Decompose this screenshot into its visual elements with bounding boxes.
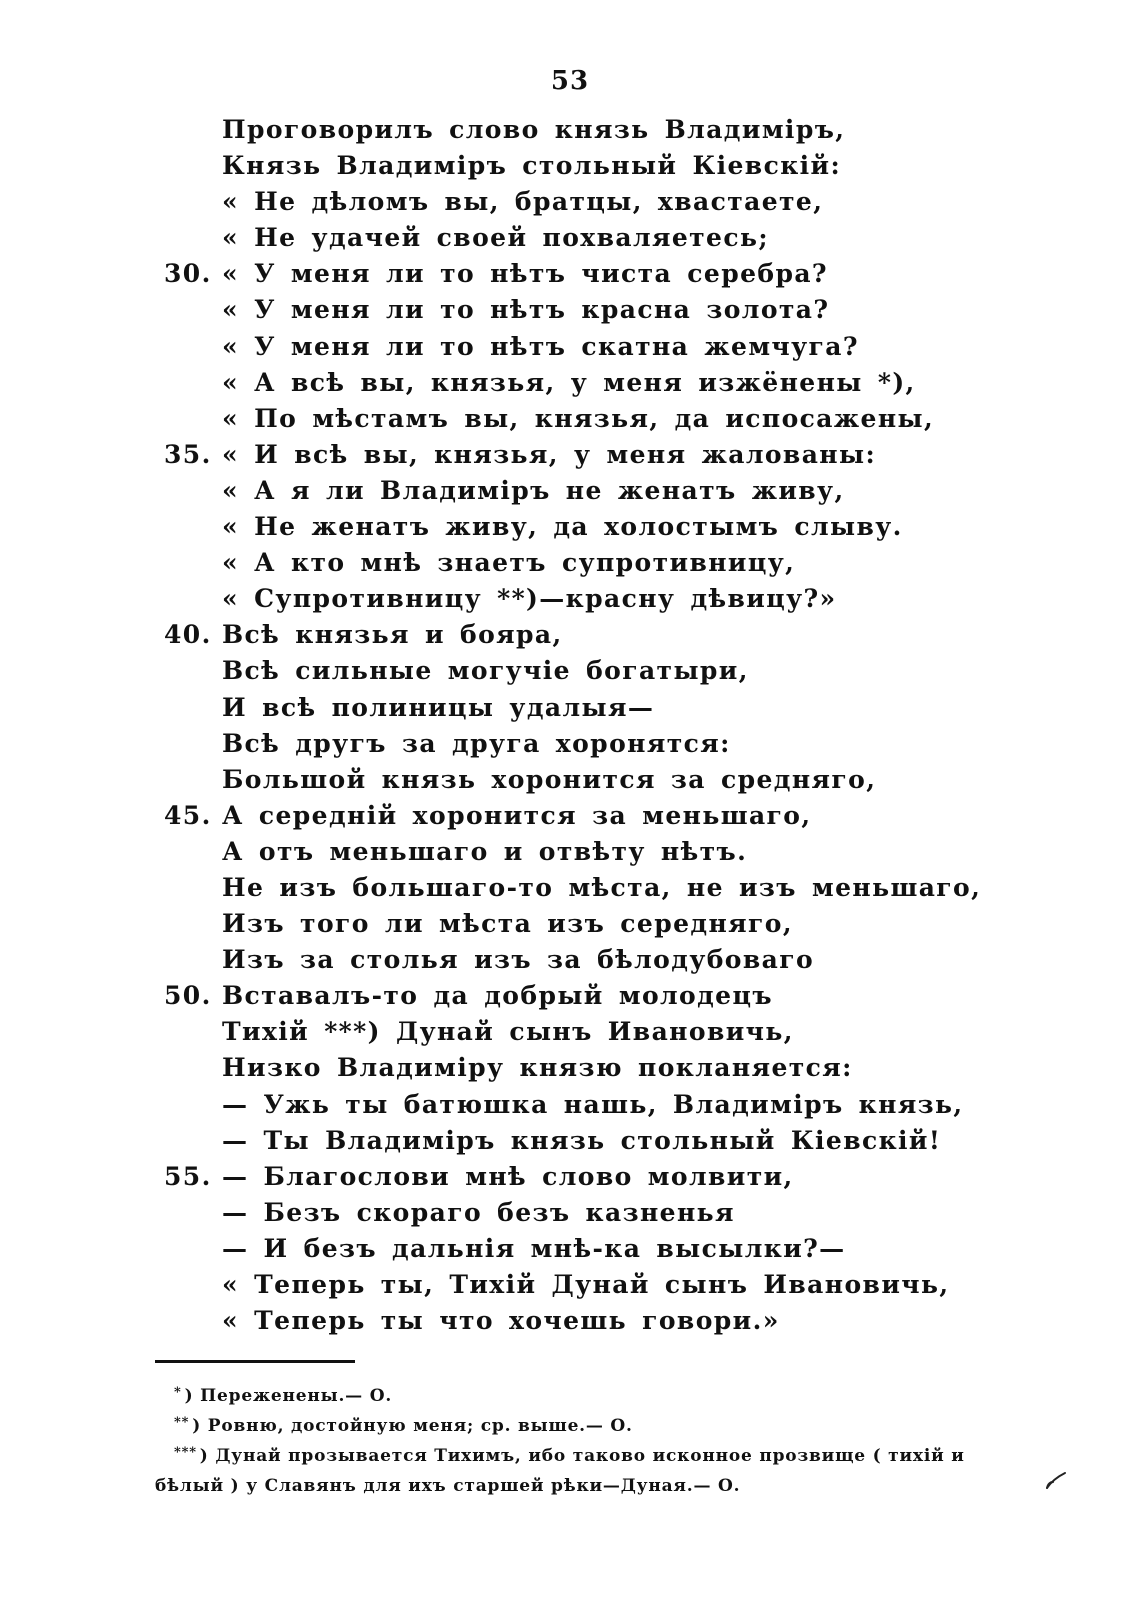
line-text: « По мѣстамъ вы, князья, да испосажены,: [222, 403, 935, 433]
line-text: Тихій ***) Дунай сынъ Ивановичь,: [222, 1017, 794, 1047]
verse-line: [0, 798, 1140, 834]
verse-line: [0, 653, 1140, 689]
footnote-mark: **: [174, 1415, 190, 1430]
footnote: [0, 1408, 1140, 1438]
line-text: Всѣ другъ за друга хоронятся:: [222, 728, 731, 758]
line-text: Низко Владиміру князю покланяется:: [222, 1053, 853, 1083]
line-text: « У меня ли то нѣтъ красна золота?: [222, 295, 830, 325]
footnote-mark: ***: [174, 1445, 197, 1460]
verse-line: [0, 762, 1140, 798]
verse-line: [0, 978, 1140, 1014]
line-text: « У меня ли то нѣтъ скатна жемчуга?: [222, 331, 859, 361]
verse-line: [0, 1231, 1140, 1267]
line-text: « Теперь ты, Тихій Дунай сынъ Ивановичь,: [222, 1270, 950, 1299]
verse-line: [0, 581, 1140, 617]
footnote-text: ) Дунай прозывается Тихимъ, ибо таково исконное прозвище ( тихій и: [199, 1446, 965, 1466]
verse-line: [0, 365, 1140, 401]
footnote-text: ) Ровню, достойную меня; ср. выше.— О.: [192, 1416, 633, 1436]
line-text: Князь Владиміръ стольный Кіевскій:: [222, 151, 842, 181]
verse-line: [0, 1267, 1140, 1303]
line-text: « Не удачей своей похваляетесь;: [222, 223, 769, 253]
verse-line: [0, 473, 1140, 509]
verse-line: [0, 292, 1140, 328]
line-text: Не изъ большаго-то мѣста, не изъ меньшаго,: [222, 872, 982, 902]
line-text: — Ты Владиміръ князь стольный Кіевскій!: [222, 1125, 942, 1155]
footnote-mark: *: [174, 1385, 182, 1400]
line-text: « А я ли Владиміръ не женатъ живу,: [222, 475, 845, 505]
verse-line: [0, 401, 1140, 437]
line-text: Всѣ сильные могучіе богатыри,: [222, 656, 749, 686]
line-text: Изъ того ли мѣста изъ середняго,: [222, 909, 793, 939]
line-text: Проговорилъ слово князь Владиміръ,: [222, 115, 846, 144]
line-text: И всѣ полиницы удалыя—: [222, 692, 655, 722]
verse-line: [0, 1123, 1140, 1159]
footnote-continuation: [0, 1468, 1140, 1498]
line-text: Изъ за столья изъ за бѣлодубоваго: [222, 945, 815, 975]
footnote: [0, 1438, 1140, 1468]
line-number: 40.: [164, 620, 212, 650]
line-number: 50.: [164, 981, 212, 1011]
verse-line: [0, 1159, 1140, 1195]
line-text: А середній хоронится за меньшаго,: [222, 800, 812, 830]
verse-line: [0, 509, 1140, 545]
verse-line: [0, 256, 1140, 292]
line-text: « А кто мнѣ знаетъ супротивницу,: [222, 548, 796, 578]
verse-line: [0, 112, 1140, 148]
line-number: 35.: [164, 439, 212, 469]
verse-line: [0, 906, 1140, 942]
line-number: 45.: [164, 800, 212, 830]
page-number: 53: [550, 66, 590, 96]
line-text: Большой князь хоронится за средняго,: [222, 764, 877, 794]
verse-line: [0, 726, 1140, 762]
verse-line: [0, 148, 1140, 184]
verse-line: [0, 617, 1140, 653]
line-text: « И всѣ вы, князья, у меня жалованы:: [222, 439, 877, 469]
verse-line: [0, 870, 1140, 906]
verse-block: [0, 112, 1140, 1339]
line-text: — Ужь ты батюшка нашь, Владиміръ князь,: [222, 1089, 964, 1119]
footnote-text: бѣлый ) у Славянъ для ихъ старшей рѣки—Дуная.— О.: [155, 1476, 741, 1496]
line-text: — Безъ скораго безъ казненья: [222, 1197, 735, 1227]
line-number: 55.: [164, 1161, 212, 1191]
footnote: [0, 1378, 1140, 1408]
line-text: « Не женатъ живу, да холостымъ слыву.: [222, 512, 903, 542]
footnote-text: ) Переженены.— О.: [184, 1386, 393, 1406]
verse-line: [0, 1303, 1140, 1339]
line-text: « А всѣ вы, князья, у меня изжёнены *),: [222, 367, 916, 397]
line-text: А отъ меньшаго и отвѣту нѣтъ.: [222, 836, 748, 866]
verse-line: [0, 1050, 1140, 1086]
line-number: 30.: [164, 259, 212, 289]
verse-line: [0, 329, 1140, 365]
line-text: « У меня ли то нѣтъ чиста серебра?: [222, 259, 828, 289]
line-text: Всѣ князья и бояра,: [222, 620, 563, 650]
line-text: « Не дѣломъ вы, братцы, хвастаете,: [222, 187, 824, 217]
line-text: — Благослови мнѣ слово молвити,: [222, 1161, 794, 1191]
verse-line: [0, 184, 1140, 220]
verse-line: [0, 220, 1140, 256]
line-text: Вставалъ-то да добрый молодецъ: [222, 981, 773, 1011]
verse-line: [0, 437, 1140, 473]
verse-line: [0, 545, 1140, 581]
verse-line: [0, 1087, 1140, 1123]
line-text: — И безъ дальнія мнѣ-ка высылки?—: [222, 1233, 846, 1263]
verse-line: [0, 1195, 1140, 1231]
verse-line: [0, 1014, 1140, 1050]
page-corner-mark-icon: [1045, 1470, 1067, 1492]
footnotes-block: [0, 1378, 1140, 1498]
verse-line: [0, 690, 1140, 726]
line-text: « Теперь ты что хочешь говори.»: [222, 1306, 780, 1336]
footnote-separator-rule: [155, 1360, 355, 1363]
verse-line: [0, 942, 1140, 978]
line-text: « Супротивницу **)—красну дѣвицу?»: [222, 584, 837, 614]
verse-line: [0, 834, 1140, 870]
